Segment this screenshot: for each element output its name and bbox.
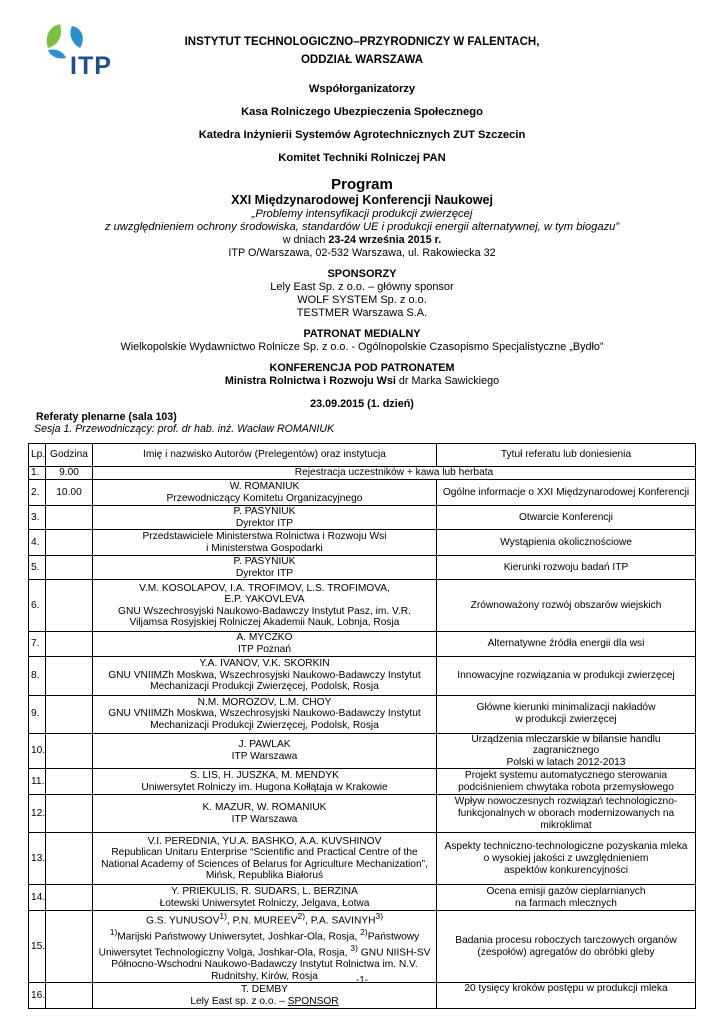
row-time [46,833,93,885]
author-line: Rudnitshy, Kirów, Rosja [211,970,318,982]
row-authors [93,885,437,911]
row-lp: 1. [29,467,46,480]
author-text: Państwowy [367,931,420,943]
media-heading: PATRONAT MEDIALNY [303,328,421,340]
author-line: ITP Warszawa [231,750,298,762]
row-lp: 12. [29,795,46,833]
row-title [437,506,696,530]
row-title: 20 tysięcy kroków postępu w produkcji mleka [437,983,696,1009]
row-time [46,632,93,656]
row-time [46,769,93,795]
author-line: Y.A. IVANOV, V.K. SKORKIN [199,658,330,670]
title-line: o wysokiej jakości z uwzględnieniem [483,853,649,865]
title-line: Otwarcie Konferencji [519,511,613,523]
row-time [46,556,93,580]
organizers-heading: Współorganizatorzy [308,83,416,95]
media-patronage-block [0,328,724,354]
row-title [437,769,696,795]
title-line: podciśnieniem chwytaka robota przemysłowego [458,781,674,793]
date-prefix: w dniach [282,234,329,246]
row-authors [93,733,437,769]
author-line: Mechanizacji Produkcji Zwierzęcej, Podolsk, Rosja [150,681,379,693]
patronage-heading: KONFERENCJA POD PATRONATEM [269,362,455,374]
title-line: Badania procesu roboczych tarczowych organów [455,935,677,947]
author-line: GNU Wszechrosyjski Naukowo-Badawczy Instytut Pasz, im. V.R. [118,605,411,617]
table-row [29,480,696,506]
author-line: Północno-Wschodni Naukowo-Badawczy Instytut Rolnictwa im. N.V. [111,959,418,971]
author-line: A. MYCZKO [236,632,293,644]
row-title [437,833,696,885]
row-time: 10.00 [46,480,93,506]
author-text: Lely East sp. z o.o. – [190,995,288,1007]
row-lp: 6. [29,580,46,632]
author-line: GNU VNIIMZh Moskwa, Wszechrosyjski Naukowo-Badawczy Instytut [108,669,421,681]
author-line: W. ROMANIUK [229,480,300,492]
row-title [437,656,696,695]
author-line: Łotewski Uniwersytet Rolniczy, Jelgava, Łotwa [159,897,370,909]
row-lp: 9. [29,695,46,733]
row-lp: 7. [29,632,46,656]
sponsor-item: Lely East Sp. z o.o. – główny sponsor [270,281,454,293]
author-text: GNU NIISH-SV [357,947,431,959]
title-line: Kierunki rozwoju badań ITP [503,561,629,573]
organizer-item: Katedra Inżynierii Systemów Agrotechnicznych ZUT Szczecin [198,129,526,141]
author-line: P. PASYNIUK [233,556,296,568]
author-line: Przedstawiciele Ministerstwa Rolnictwa i Rozwoju Wsi [142,531,387,543]
author-text: G.S. YUNUSOV [145,915,220,927]
conference-subtitle-1: „Problemy intensyfikacji produkcji zwierzęcej [251,208,473,220]
table-row [29,695,696,733]
title-line: na farmach mlecznych [515,897,617,909]
author-line: K. MAZUR, W. ROMANIUK [202,802,327,814]
title-line: w produkcji zwierzęcej [515,714,617,726]
author-line: Mińsk, Republika Białoruś [205,870,324,882]
table-header-row [29,444,696,467]
row-authors [93,769,437,795]
author-line: T. DEMBY [241,984,288,996]
row-lp: 5. [29,556,46,580]
table-row [29,911,696,983]
title-line: Aspekty techniczno-technologiczne pozyskania mleka [444,841,688,853]
author-line: Republican Unitaru Enterprise “Scientific and Practical Centre of the [111,847,418,859]
table-row [29,769,696,795]
row-authors [93,580,437,632]
row-authors [93,556,437,580]
title-line: Projekt systemu automatycznego sterowania [464,770,668,782]
author-text: Uniwersytet Technologiczny Volga, Joshkar-Ola, Rosja, [98,947,351,959]
author-line: V.M. KOSOLAPOV, I.A. TROFIMOV, L.S. TROFIMOVA, [139,582,390,594]
media-text: Wielkopolskie Wydawnictwo Rolnicze Sp. z o.o. - Ogólnopolskie Czasopismo Specjalistyczne „Bydło” [120,341,604,353]
row-lp: 10. [29,733,46,769]
header-time: Godzina [46,444,93,467]
row-authors [93,795,437,833]
row-lp: 2. [29,480,46,506]
author-line [95,927,434,943]
sponsors-block [0,268,724,320]
row-lp: 4. [29,530,46,556]
program-table [28,443,696,1009]
author-line [95,911,434,927]
row-time [46,983,93,1009]
row-authors [93,656,437,695]
author-line: Viljamsa Rosyjskiej Rolniczej Akademii Nauk, Lobnja, Rosja [129,617,400,629]
organizer-item: Kasa Rolniczego Ubezpieczenia Społecznego [241,106,483,118]
table-row [29,833,696,885]
row-title [437,885,696,911]
table-row [29,580,696,632]
title-line: (zespołów) agregatów do obróbki gleby [477,946,655,958]
header-lp: Lp. [29,444,46,467]
program-block [0,176,724,260]
sponsor-label: SPONSOR [287,995,339,1007]
author-line: J. PAWLAK [238,739,291,751]
author-line: Dyrektor ITP [235,567,294,579]
row-lp: 3. [29,506,46,530]
row-authors [93,632,437,656]
conference-subtitle-2: z uwzględnieniem ochrony środowiska, standardów UE i produkcji energii alternatywnej, w tym biogazu” [104,221,620,233]
superscript: 1) [109,927,118,938]
table-row [29,530,696,556]
row-title [437,695,696,733]
conference-title: XXI Międzynarodowej Konferencji Naukowej [231,193,493,207]
table-row [29,983,696,1009]
title-line: Ocena emisji gazów cieplarnianych [486,886,646,898]
author-line: S. LIS, H. JUSZKA, M. MENDYK [190,770,339,782]
author-line: V.I. PEREDNIA, YU.A. BASHKO, A.A. KUVSHINOV [147,835,382,847]
author-line: Przewodniczący Komitetu Organizacyjnego [166,492,363,504]
title-line: funkcjonalnych w oborach modernizowanych na [457,808,675,820]
superscript: 3) [375,911,384,922]
row-authors [93,833,437,885]
author-line: Dyrektor ITP [235,517,294,529]
row-time [46,506,93,530]
title-line: Alternatywne źródła energii dla wsi [487,638,645,650]
title-line: mikroklimat [540,819,592,831]
title-line: Zrównoważony rozwój obszarów wiejskich [470,600,662,612]
title-line: Wystąpienia okolicznościowe [500,536,632,548]
patronage-person: dr Marka Sawickiego [395,375,500,387]
row-time: 9.00 [46,467,93,480]
registration-cell: Rejestracja uczestników + kawa lub herbata [93,467,696,480]
title-line: Urządzenia mleczarskie w bilansie handlu zagranicznego [471,733,661,757]
row-lp: 14. [29,885,46,911]
row-lp: 8. [29,656,46,695]
title-line: aspektów konkurencyjności [503,864,628,876]
author-line: N.M. MOROZOV, L.M. CHOY [197,696,332,708]
superscript: 3) [350,943,358,954]
organizer-item: Komitet Techniki Rolniczej PAN [278,152,446,164]
program-title: Program [331,176,393,193]
row-authors [93,695,437,733]
author-line: ITP Poznań [237,643,292,655]
row-title [437,632,696,656]
table-row [29,506,696,530]
conference-address: ITP O/Warszawa, 02-532 Warszawa, ul. Rakowiecka 32 [228,247,496,259]
row-lp: 15. [29,911,46,983]
row-time [46,795,93,833]
title-line: Ogólne informacje o XXI Międzynarodowej Konferencji [442,486,690,498]
author-text: , P.N. MUREEV [226,915,298,927]
row-time [46,695,93,733]
author-line: P. PASYNIUK [233,506,296,517]
superscript: 2) [297,911,306,922]
row-lp: 11. [29,769,46,795]
page-number: -1- [355,975,369,986]
conference-dates [0,234,724,247]
title-line: Wpływ nowoczesnych rozwiązań technologiczno- [454,796,678,808]
author-text: , P.A. SAVINYH [305,915,376,927]
superscript: 1) [219,911,227,922]
institute-branch: ODDZIAŁ WARSZAWA [300,54,424,66]
table-row [29,556,696,580]
row-title [437,480,696,506]
title-line: Polski w latach 2012-2013 [506,756,626,768]
header-authors: Imię i nazwisko Autorów (Prelegentów) oraz instytucja [93,444,437,467]
row-lp: 16. [29,983,46,1009]
author-line: Uniwersytet Rolniczy im. Hugona Kołłątaja w Krakowie [141,781,388,793]
sponsor-item: WOLF SYSTEM Sp. z o.o. [297,294,427,306]
row-title [437,556,696,580]
session-info: Sesja 1. Przewodniczący: prof. dr hab. inż. Wacław ROMANIUK [34,423,335,435]
row-title [437,530,696,556]
row-time [46,733,93,769]
author-text: Marijski Państwowy Uniwersytet, Joshkar-Ola, Rosja, [117,931,361,943]
author-line: E.P. YAKOVLEVA [224,594,305,606]
author-line [95,996,434,1008]
superscript: 2) [360,927,368,938]
row-authors [93,983,437,1009]
row-time [46,530,93,556]
author-line: i Ministerstwa Gospodarki [206,542,323,554]
sponsor-item: TESTMER Warszawa S.A. [296,307,428,319]
row-time [46,580,93,632]
institute-name: INSTYTUT TECHNOLOGICZNO–PRZYRODNICZY W FALENTACH, [184,36,540,48]
row-authors [93,911,437,983]
row-lp: 13. [29,833,46,885]
table-row [29,733,696,769]
row-authors [93,480,437,506]
header-title: Tytuł referatu lub doniesienia [437,444,696,467]
day-heading: 23.09.2015 (1. dzień) [310,398,414,410]
row-time [46,911,93,983]
patronage-minister: Ministra Rolnictwa i Rozwoju Wsi [224,375,396,387]
section-title: Referaty plenarne (sala 103) [36,411,177,423]
row-time [46,656,93,695]
row-title [437,911,696,983]
row-title [437,733,696,769]
organizers-block [0,78,724,170]
table-row [29,885,696,911]
row-authors [93,506,437,530]
table-row [29,656,696,695]
author-line: Mechanizacji Produkcji Zwierzęcej, Podolsk, Rosja [150,719,379,731]
title-line: Innowacyjne rozwiązania w produkcji zwierzęcej [457,669,675,681]
institute-header [0,33,724,69]
author-line: ITP Warszawa [231,813,298,825]
logo-text: ITP [70,52,112,80]
table-row [29,467,696,480]
author-line: Y. PRIEKULIS, R. SUDARS, L. BERZINA [171,886,358,898]
date-value: 23-24 września 2015 r. [328,234,442,246]
row-title [437,795,696,833]
title-line: Główne kierunki minimalizacji nakładów [476,702,656,714]
patronage-block [0,362,724,388]
row-authors [93,530,437,556]
sponsors-heading: SPONSORZY [327,268,397,280]
patronage-text [0,375,724,388]
row-title [437,580,696,632]
table-row [29,795,696,833]
author-line: National Academy of Sciences of Belarus for Agriculture Mechanization”, [101,858,428,870]
table-row [29,632,696,656]
author-line: GNU VNIIMZh Moskwa, Wszechrosyjski Naukowo-Badawczy Instytut [108,708,421,720]
author-line [95,943,434,959]
row-time [46,885,93,911]
